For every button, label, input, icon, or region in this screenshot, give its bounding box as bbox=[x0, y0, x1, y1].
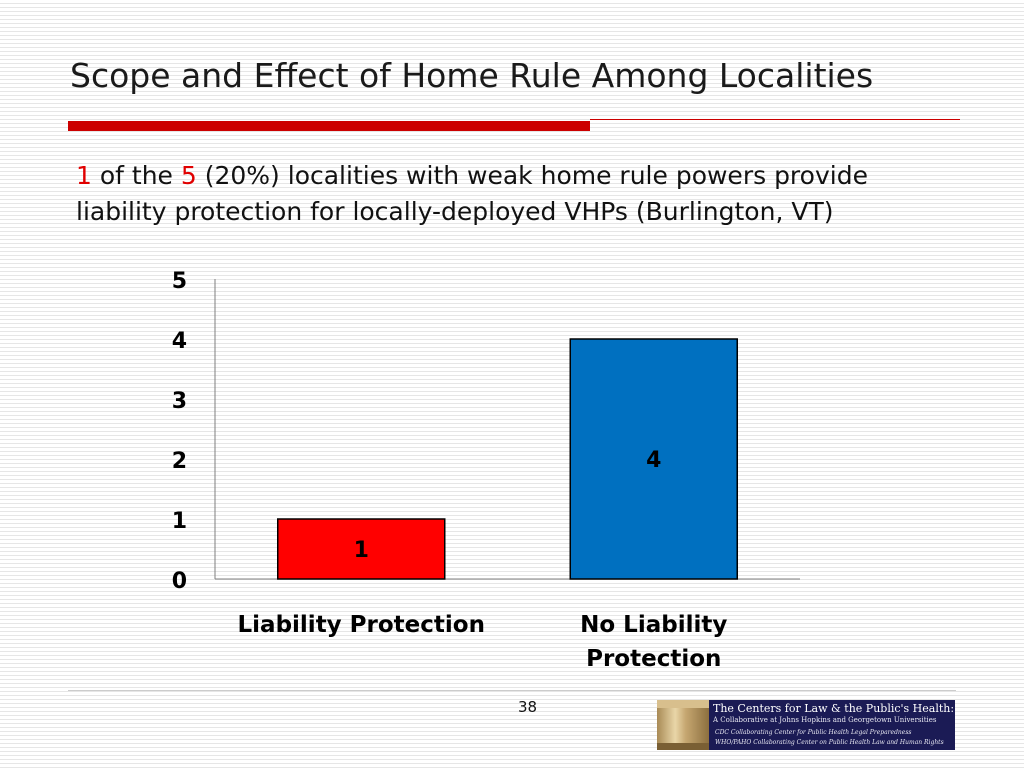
footer-divider bbox=[68, 690, 956, 691]
logo-line-3: CDC Collaborating Center for Public Health Legal Preparedness bbox=[715, 729, 912, 736]
x-category-label: No Liability bbox=[580, 612, 728, 638]
bar-data-label: 4 bbox=[646, 448, 662, 473]
y-tick-label: 1 bbox=[171, 509, 187, 534]
y-tick-label: 4 bbox=[171, 329, 187, 354]
pillar-icon bbox=[657, 700, 709, 750]
bar-data-label: 1 bbox=[353, 538, 369, 563]
y-tick-label: 2 bbox=[171, 449, 187, 474]
organization-logo bbox=[657, 700, 955, 750]
slide-title: Scope and Effect of Home Rule Among Localities bbox=[70, 56, 874, 95]
y-tick-label: 0 bbox=[171, 569, 187, 594]
x-category-label: Protection bbox=[586, 646, 722, 672]
x-category-label: Liability Protection bbox=[237, 612, 485, 638]
logo-line-1: The Centers for Law & the Public's Health: bbox=[713, 702, 955, 715]
page-number: 38 bbox=[518, 698, 538, 716]
bullet-text-part1: of the bbox=[91, 161, 181, 190]
y-tick-label: 5 bbox=[171, 269, 187, 294]
logo-line-4: WHO/PAHO Collaborating Center on Public Health Law and Human Rights bbox=[715, 739, 944, 746]
y-tick-label: 3 bbox=[171, 389, 187, 414]
bullet-count-highlight: 1 bbox=[76, 161, 92, 190]
logo-line-2: A Collaborative at Johns Hopkins and Georgetown Universities bbox=[713, 716, 937, 724]
bullet-text-part2: (20%) localities with weak home rule powers provide liability protection for locally-deployed VHPs (Burlington, VT) bbox=[76, 161, 868, 226]
bullet-total-highlight: 5 bbox=[180, 161, 197, 190]
